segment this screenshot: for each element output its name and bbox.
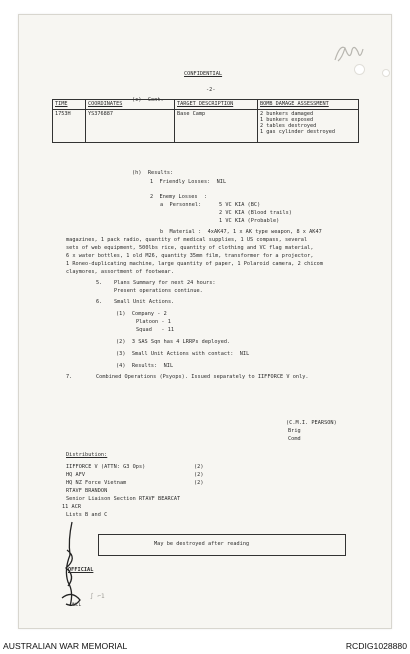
item-6-label: 6. (96, 299, 103, 305)
bda-table (52, 99, 359, 143)
material-line: 6 x water bottles, 1 old M26, quantity 35mm film, transformer for a projector, (66, 253, 314, 259)
personnel-label: a Personnel: (160, 202, 202, 208)
item-5-detail: Present operations continue. (114, 288, 203, 294)
column-header-bda: BOMB DAMAGE ASSESSMENT (258, 100, 359, 110)
official-code: UNCL (70, 603, 82, 608)
table-header-row (53, 100, 359, 110)
material-line: b Material : 4xAK47, 1 x AK type weapon, 8 x AK47 (160, 229, 322, 235)
notice-text: May be destroyed after reading (154, 541, 250, 547)
cell-time: 1753H (53, 110, 86, 143)
distribution-item: HQ NZ Force Vietnam (66, 480, 127, 486)
punch-hole (382, 69, 390, 77)
distribution-item: HQ AFV (66, 472, 86, 478)
classification-header: CONFIDENTIAL (184, 71, 223, 77)
material-line: claymores, assortment of footwear. (66, 269, 174, 275)
distribution-item: RTAVF BRANDON (66, 488, 108, 494)
distribution-copies: (2) (194, 480, 204, 486)
archive-record-id: RCDIG1028880 (345, 641, 407, 651)
distribution-copies: (2) (194, 472, 204, 478)
official-stamp: OFFICIAL (68, 567, 94, 573)
column-header-time: TIME (53, 100, 86, 110)
signatory-name: (C.M.I. PEARSON) (286, 420, 337, 426)
friendly-losses: 1 Friendly Losses: NIL (150, 179, 227, 185)
bda-line: 1 gas cylinder destroyed (260, 129, 335, 135)
distribution-item: 11 ACR (62, 504, 82, 510)
cell-bda (258, 110, 359, 143)
item-6-text: Small Unit Actions. (114, 299, 175, 305)
distribution-copies: (2) (194, 464, 204, 470)
item-6-line: (1) Company - 2 (116, 311, 167, 317)
distribution-heading: Distribution: (66, 452, 108, 458)
personnel-line: 5 VC KIA (BC) (219, 202, 261, 208)
section-c-label: (c) Cont. (132, 97, 164, 103)
column-header-target: TARGET DESCRIPTION (175, 100, 258, 110)
signatory-role: Comd (288, 436, 301, 442)
distribution-item: IIFFORCE V (ATTN: G3 Ops) (66, 464, 146, 470)
item-6-line: Platoon - 1 (136, 319, 171, 325)
item-5-text: Plans Summary for next 24 hours: (114, 280, 216, 286)
signatory-rank: Brig (288, 428, 301, 434)
results-heading: (h) Results: (132, 170, 174, 176)
pencil-note: ∫ ⌐1 (90, 593, 105, 600)
page-number: -2- (206, 87, 216, 93)
archive-name: AUSTRALIAN WAR MEMORIAL (3, 641, 128, 651)
cell-coordinates: YS376887 (86, 110, 175, 143)
enemy-losses-heading: 2 Enemy Losses : (150, 194, 208, 200)
distribution-item: Lists B and C (66, 512, 108, 518)
bda-line: 2 bunkers damaged (260, 111, 314, 117)
material-line: sets of web equipment, 500lbs rice, quantity of clothing and VC flag material, (66, 245, 314, 251)
item-7-text: Combined Operations (Psyops). Issued separately to IIFFORCE V only. (96, 374, 309, 380)
item-6-line: (2) 3 SAS Sqn has 4 LRRPs deployed. (116, 339, 231, 345)
distribution-item: Senior Liaison Section RTAVF BEARCAT (66, 496, 181, 502)
cell-target: Base Camp (175, 110, 258, 143)
bda-line: 1 bunkers exposed (260, 117, 314, 123)
item-5-label: 5. (96, 280, 103, 286)
table-row (53, 110, 359, 143)
column-header-coordinates: COORDINATES (86, 100, 175, 110)
material-line: 1 Roneo-duplicating machine, large quantity of paper, 1 Polaroid camera, 2 chicom (66, 261, 324, 267)
item-6-line: (4) Results: NIL (116, 363, 174, 369)
item-7-label: 7. (66, 374, 73, 380)
item-6-line: Squad - 11 (136, 327, 175, 333)
personnel-line: 1 VC KIA (Probable) (219, 218, 280, 224)
bda-line: 2 tables destroyed (260, 123, 317, 129)
material-line: magazines, 1 pack radio, quantity of medical supplies, 1 US compass, several (66, 237, 308, 243)
item-6-line: (3) Small Unit Actions with contact: NIL (116, 351, 250, 357)
archive-footer (0, 640, 410, 654)
personnel-line: 2 VC KIA (Blood trails) (219, 210, 292, 216)
pencil-annotation (332, 40, 366, 66)
